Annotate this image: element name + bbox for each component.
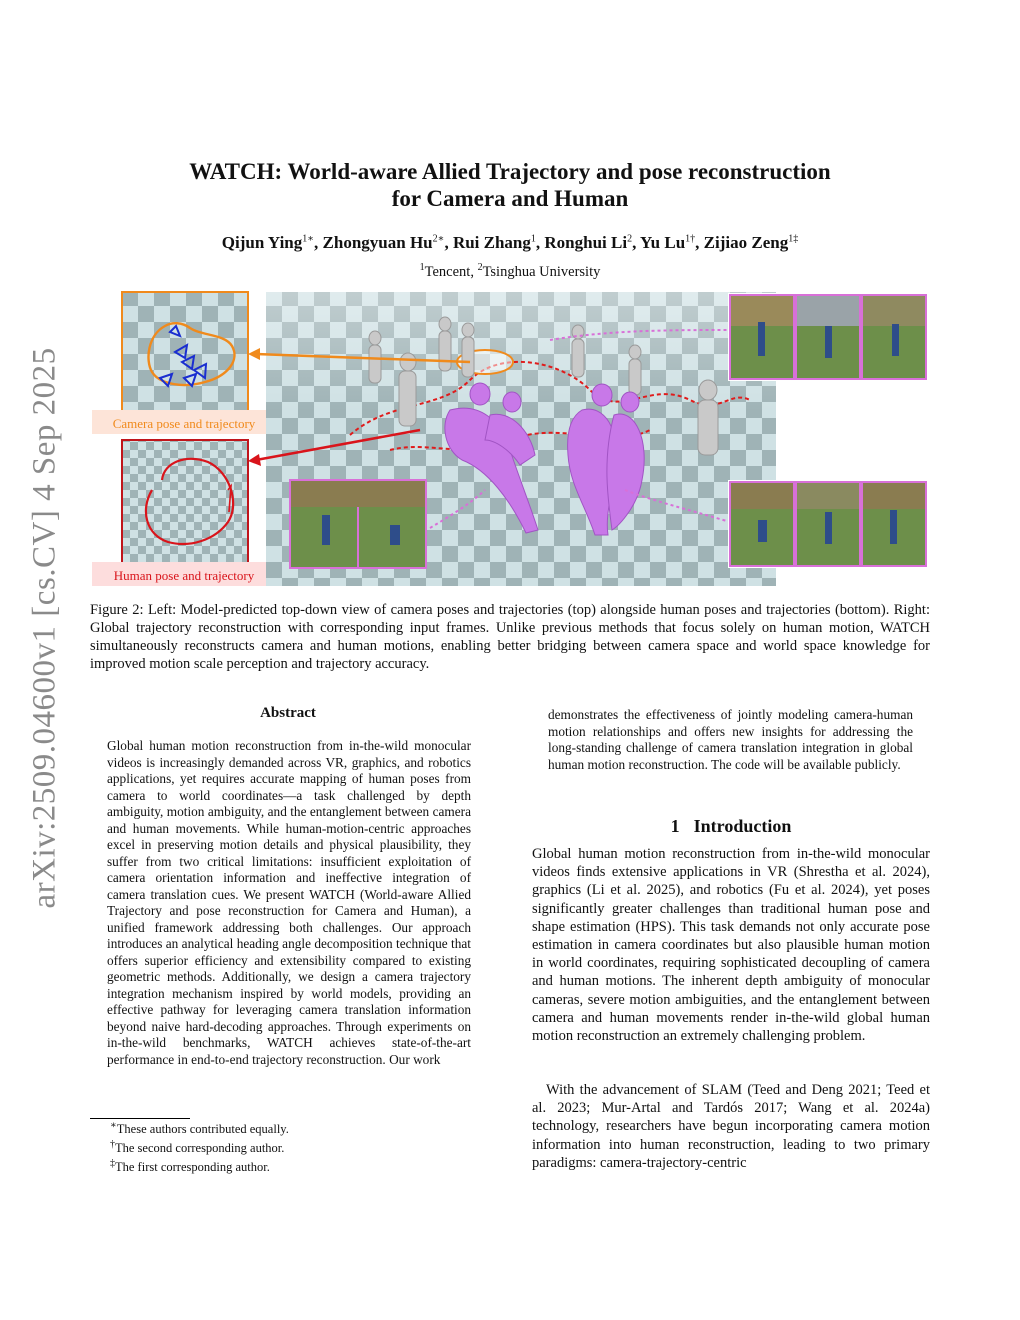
figure-caption: Figure 2: Left: Model-predicted top-down view of camera poses and trajectories (top) alongside human poses and trajectories (bottom). Right: Global trajectory reconstruction with corresponding input frames. Unlike previous methods that focus solely on human motion, WATCH simultaneously reconstructs camera and human motions, enabling better bridging between camera space and world space knowledge for improved motion scale perception and trajectory accuracy. bbox=[90, 602, 930, 672]
footnote-text: The first corresponding author. bbox=[115, 1160, 270, 1175]
human-label: Human pose and trajectory bbox=[113, 568, 255, 583]
footnote-mark: ∗ bbox=[110, 1120, 117, 1131]
title-line-2: for Camera and Human bbox=[391, 186, 629, 211]
author-mark: 1† bbox=[685, 233, 696, 245]
author-mark: 1 bbox=[530, 233, 536, 245]
human-arrow-head bbox=[248, 454, 261, 466]
affiliation-name: Tencent bbox=[424, 263, 471, 280]
author-mark: 2 bbox=[627, 233, 633, 245]
author-name: Ronghui Li bbox=[544, 233, 628, 252]
author-name: Rui Zhang bbox=[452, 233, 531, 252]
section-heading bbox=[532, 816, 930, 837]
author-mark: 1∗ bbox=[302, 233, 315, 245]
author-name: Zijiao Zeng bbox=[703, 233, 789, 252]
camera-label: Camera pose and trajectory bbox=[112, 416, 256, 431]
footnote bbox=[110, 1120, 289, 1137]
arxiv-identifier: arXiv:2509.04600v1 [cs.CV] 4 Sep 2025 bbox=[26, 347, 63, 909]
footnote-mark: † bbox=[110, 1139, 115, 1150]
input-frames-bottom-right bbox=[728, 480, 928, 568]
intro-paragraph-1: Global human motion reconstruction from in-the-wild monocular videos finds extensive applications in VR (Shrestha et al. 2024), graphics (Li et al. 2025), and robotics (Fu et al. 2024), yet poses significantly greater challenges than traditional human pose and shape estimation (HPS). This task demands not only accurate pose estimation in camera coordinates but also plausible human motion in world coordinates, requiring sophisticated decoupling of camera and human motions. The inherent depth ambiguity of monocular cameras, severe motion ambiguities, and the entanglement between camera and human movements render in-the-wild global human motion reconstruction an extremely challenging problem. bbox=[532, 846, 930, 1045]
author-list: Qijun Ying$^{1∗}$, Zhongyuan $Hu^{2∗}$, Rui Zhang$^1$, Ronghui Li$^2$, Yu $Lu^{1\dagger}$, Zijiao Zeng$^{1\ddagger}$ bbox=[221, 233, 799, 252]
author-mark: 2∗ bbox=[432, 233, 445, 245]
camera-arrow-head bbox=[248, 348, 260, 360]
footnote-mark: ‡ bbox=[110, 1158, 115, 1169]
footnote-text: These authors contributed equally. bbox=[116, 1122, 289, 1137]
affiliation-mark: 2 bbox=[477, 262, 483, 273]
footnote-text: The second corresponding author. bbox=[115, 1141, 285, 1156]
affiliations: $^1$Tencent, $^2$Tsinghua University bbox=[419, 262, 601, 280]
affiliation-name: Tsinghua University bbox=[482, 263, 601, 280]
camera-topdown-panel bbox=[122, 292, 248, 416]
teaser-figure bbox=[90, 290, 930, 590]
abstract-continued: demonstrates the effectiveness of jointly modeling camera-human motion relationships and offers new insights for addressing the long-standing challenge of camera translation integration in global human motion reconstruction. The code will be available publicly. bbox=[548, 707, 913, 772]
footnote bbox=[110, 1158, 270, 1175]
author-name: Zhongyuan Hu bbox=[322, 233, 433, 252]
abstract-heading: Abstract bbox=[260, 705, 316, 721]
author-mark: 1‡ bbox=[788, 233, 799, 245]
footnote-rule bbox=[90, 1118, 190, 1119]
paper-title bbox=[90, 158, 930, 212]
section-title: Introduction bbox=[693, 816, 792, 836]
human-topdown-panel bbox=[122, 440, 248, 564]
input-frames-top bbox=[728, 293, 928, 381]
input-frames-bottom-left bbox=[290, 480, 426, 568]
author-name: Qijun Ying bbox=[221, 233, 303, 252]
author-name: Yu Lu bbox=[639, 233, 686, 252]
abstract-body: Global human motion reconstruction from in-the-wild monocular videos is increasingly demanded across VR, graphics, and robotics applications, yet requires accurate mapping of human poses from camera to world coordinates—a task challenged by depth ambiguity, motion ambiguity, and the entanglement between camera and human movements. While human-motion-centric approaches excel in preserving motion details and physical plausibility, they suffer from two critical limitations: insufficient exploitation of camera orientation information and ineffective integration of camera translation cues. We present WATCH (World-aware Allied Trajectory and pose reconstruction for Camera and Human), a unified framework addressing both challenges. Our approach introduces an analytical heading angle decomposition technique that offers superior efficiency and extensibility compared to existing geometric methods. Additionally, we design a camera trajectory integration mechanism inspired by world models, providing an effective pathway for leveraging camera translation information beyond naive hard-decoding approaches. Through experiments on in-the-wild benchmarks, WATCH achieves state-of-the-art performance in end-to-end trajectory reconstruction. Our work bbox=[107, 738, 471, 1067]
title-line-1: WATCH: World-aware Allied Trajectory and pose reconstruction bbox=[189, 159, 831, 184]
section-number: 1 bbox=[670, 816, 680, 836]
intro-paragraph-2: With the advancement of SLAM (Teed and Deng 2021; Teed et al. 2023; Mur-Artal and Tardós 2017; Wang et al. 2024a) technology, researchers have begun incorporating camera motion information into human reconstruction, leading to two primary paradigms: camera-trajectory-centric bbox=[532, 1082, 930, 1171]
affiliation-mark: 1 bbox=[419, 262, 425, 273]
footnote bbox=[110, 1139, 284, 1156]
